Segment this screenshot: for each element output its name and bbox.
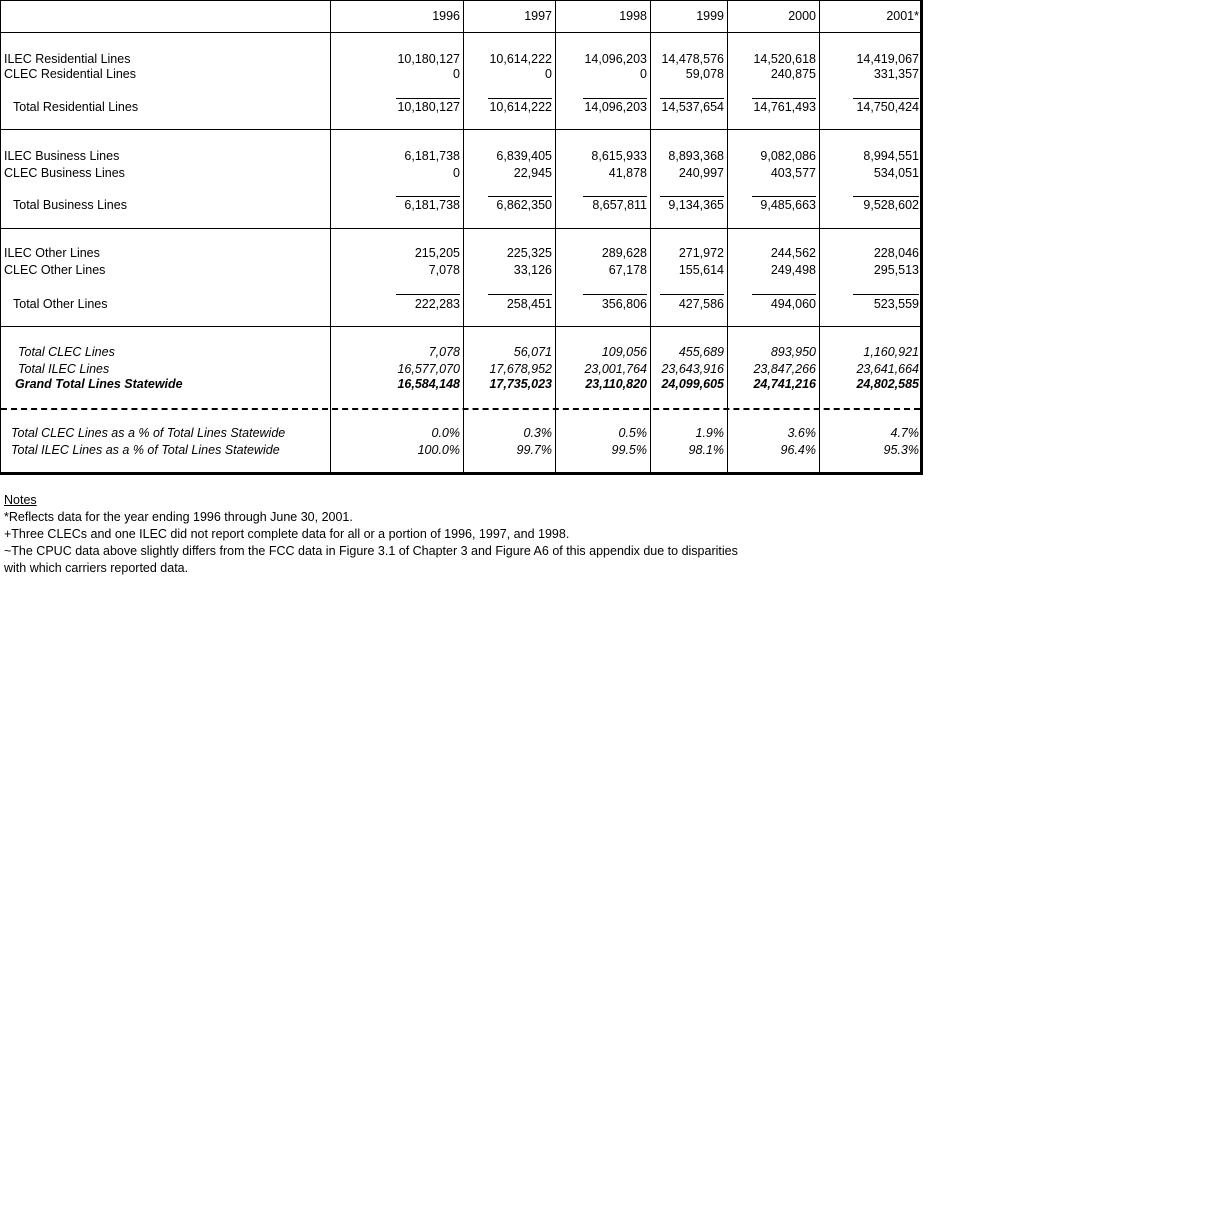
percent-value: 0.3% bbox=[523, 426, 552, 440]
percent-value: 99.7% bbox=[516, 443, 552, 457]
note-line: ~The CPUC data above slightly differs from the FCC data in Figure 3.1 of Chapter 3 and Figure A6 of this appendix due to disparities bbox=[4, 544, 738, 558]
value-cell: 6,839,405 bbox=[496, 149, 552, 163]
column-divider bbox=[330, 1, 331, 472]
summary-value: 23,643,916 bbox=[661, 362, 724, 376]
value-cell: 14,478,576 bbox=[661, 52, 724, 66]
summary-value: 24,099,605 bbox=[661, 377, 724, 391]
value-cell: 22,945 bbox=[513, 166, 552, 180]
total-value: 6,862,350 bbox=[496, 198, 552, 212]
value-cell: 225,325 bbox=[506, 246, 552, 260]
value-cell: 249,498 bbox=[770, 263, 816, 277]
summary-value: 16,584,148 bbox=[397, 377, 460, 391]
summary-label: Total ILEC Lines bbox=[18, 362, 110, 376]
summary-value: 17,735,023 bbox=[489, 377, 552, 391]
value-cell: 10,614,222 bbox=[489, 52, 552, 66]
notes bbox=[4, 492, 738, 577]
total-value: 14,096,203 bbox=[584, 100, 647, 114]
subtotal-rule bbox=[853, 294, 919, 295]
year-header: 1997 bbox=[524, 9, 552, 23]
total-label: Total Other Lines bbox=[13, 297, 108, 311]
year-header: 1998 bbox=[619, 9, 647, 23]
total-value: 9,528,602 bbox=[863, 198, 919, 212]
total-value: 8,657,811 bbox=[592, 198, 647, 212]
percent-label: Total ILEC Lines as a % of Total Lines Statewide bbox=[11, 443, 280, 457]
percent-value: 3.6% bbox=[787, 426, 816, 440]
value-cell: 0 bbox=[453, 67, 460, 81]
summary-value: 24,802,585 bbox=[856, 377, 919, 391]
summary-label: Total CLEC Lines bbox=[18, 345, 115, 359]
column-divider bbox=[727, 1, 728, 472]
value-cell: 14,520,618 bbox=[753, 52, 816, 66]
subtotal-rule bbox=[396, 98, 460, 99]
notes-heading: Notes bbox=[4, 493, 37, 507]
summary-value: 109,056 bbox=[601, 345, 647, 359]
column-divider bbox=[819, 1, 820, 472]
value-cell: 403,577 bbox=[770, 166, 816, 180]
year-header: 1999 bbox=[696, 9, 724, 23]
column-divider bbox=[463, 1, 464, 472]
value-cell: 8,893,368 bbox=[668, 149, 724, 163]
subtotal-rule bbox=[752, 196, 816, 197]
summary-value: 23,641,664 bbox=[856, 362, 919, 376]
percent-value: 0.0% bbox=[431, 426, 460, 440]
lines-table bbox=[0, 0, 923, 475]
row-label: ILEC Business Lines bbox=[4, 149, 120, 163]
value-cell: 8,994,551 bbox=[863, 149, 919, 163]
row-divider bbox=[1, 129, 920, 130]
note-line: *Reflects data for the year ending 1996 through June 30, 2001. bbox=[4, 510, 353, 524]
summary-value: 7,078 bbox=[428, 345, 460, 359]
subtotal-rule bbox=[488, 98, 552, 99]
total-value: 14,537,654 bbox=[661, 100, 724, 114]
percent-value: 99.5% bbox=[611, 443, 647, 457]
summary-value: 56,071 bbox=[513, 345, 552, 359]
value-cell: 59,078 bbox=[685, 67, 724, 81]
value-cell: 8,615,933 bbox=[591, 149, 647, 163]
row-label: CLEC Residential Lines bbox=[4, 67, 137, 81]
value-cell: 14,419,067 bbox=[856, 52, 919, 66]
value-cell: 7,078 bbox=[428, 263, 460, 277]
percent-value: 0.5% bbox=[618, 426, 647, 440]
value-cell: 10,180,127 bbox=[397, 52, 460, 66]
value-cell: 67,178 bbox=[608, 263, 647, 277]
subtotal-rule bbox=[752, 294, 816, 295]
subtotal-rule bbox=[853, 98, 919, 99]
value-cell: 41,878 bbox=[608, 166, 647, 180]
total-value: 10,180,127 bbox=[397, 100, 460, 114]
column-divider bbox=[555, 1, 556, 472]
total-label: Total Residential Lines bbox=[13, 100, 139, 114]
subtotal-rule bbox=[583, 98, 647, 99]
value-cell: 240,875 bbox=[770, 67, 816, 81]
row-label: ILEC Other Lines bbox=[4, 246, 100, 260]
summary-label: Grand Total Lines Statewide bbox=[15, 377, 183, 391]
value-cell: 0 bbox=[545, 67, 552, 81]
total-value: 6,181,738 bbox=[404, 198, 460, 212]
summary-value: 1,160,921 bbox=[863, 345, 919, 359]
summary-value: 16,577,070 bbox=[397, 362, 460, 376]
summary-value: 17,678,952 bbox=[489, 362, 552, 376]
total-value: 427,586 bbox=[678, 297, 724, 311]
row-label: CLEC Other Lines bbox=[4, 263, 106, 277]
row-divider bbox=[1, 228, 920, 229]
total-value: 10,614,222 bbox=[489, 100, 552, 114]
value-cell: 0 bbox=[640, 67, 647, 81]
row-label: ILEC Residential Lines bbox=[4, 52, 131, 66]
percent-value: 4.7% bbox=[890, 426, 919, 440]
value-cell: 215,205 bbox=[414, 246, 460, 260]
value-cell: 228,046 bbox=[873, 246, 919, 260]
column-divider bbox=[650, 1, 651, 472]
percent-value: 1.9% bbox=[695, 426, 724, 440]
total-value: 14,750,424 bbox=[856, 100, 919, 114]
total-value: 523,559 bbox=[873, 297, 919, 311]
row-label: CLEC Business Lines bbox=[4, 166, 125, 180]
value-cell: 331,357 bbox=[873, 67, 919, 81]
subtotal-rule bbox=[583, 196, 647, 197]
subtotal-rule bbox=[660, 98, 724, 99]
value-cell: 155,614 bbox=[678, 263, 724, 277]
subtotal-rule bbox=[488, 196, 552, 197]
percent-label: Total CLEC Lines as a % of Total Lines Statewide bbox=[11, 426, 286, 440]
row-divider bbox=[1, 326, 920, 327]
subtotal-rule bbox=[752, 98, 816, 99]
subtotal-rule bbox=[396, 294, 460, 295]
value-cell: 244,562 bbox=[770, 246, 816, 260]
summary-value: 23,847,266 bbox=[753, 362, 816, 376]
year-header: 2000 bbox=[788, 9, 816, 23]
year-header: 1996 bbox=[432, 9, 460, 23]
value-cell: 240,997 bbox=[678, 166, 724, 180]
total-value: 222,283 bbox=[414, 297, 460, 311]
summary-value: 23,110,820 bbox=[585, 377, 647, 391]
percent-value: 98.1% bbox=[688, 443, 724, 457]
subtotal-rule bbox=[660, 196, 724, 197]
subtotal-rule bbox=[583, 294, 647, 295]
total-value: 258,451 bbox=[506, 297, 552, 311]
summary-value: 893,950 bbox=[770, 345, 816, 359]
total-value: 14,761,493 bbox=[753, 100, 816, 114]
value-cell: 0 bbox=[453, 166, 460, 180]
value-cell: 9,082,086 bbox=[760, 149, 816, 163]
value-cell: 534,051 bbox=[873, 166, 919, 180]
total-value: 9,485,663 bbox=[760, 198, 816, 212]
percent-value: 96.4% bbox=[780, 443, 816, 457]
subtotal-rule bbox=[488, 294, 552, 295]
value-cell: 295,513 bbox=[873, 263, 919, 277]
value-cell: 271,972 bbox=[678, 246, 724, 260]
total-value: 356,806 bbox=[601, 297, 647, 311]
note-line: with which carriers reported data. bbox=[4, 561, 189, 575]
summary-value: 24,741,216 bbox=[753, 377, 816, 391]
value-cell: 14,096,203 bbox=[584, 52, 647, 66]
total-label: Total Business Lines bbox=[13, 198, 127, 212]
total-value: 9,134,365 bbox=[668, 198, 724, 212]
summary-value: 455,689 bbox=[678, 345, 724, 359]
note-line: +Three CLECs and one ILEC did not report complete data for all or a portion of 1996, 1997, and 1998. bbox=[4, 527, 570, 541]
percent-value: 100.0% bbox=[417, 443, 460, 457]
row-divider bbox=[1, 32, 920, 33]
total-value: 494,060 bbox=[770, 297, 816, 311]
percent-value: 95.3% bbox=[883, 443, 919, 457]
subtotal-rule bbox=[396, 196, 460, 197]
value-cell: 33,126 bbox=[513, 263, 552, 277]
summary-value: 23,001,764 bbox=[584, 362, 647, 376]
dashed-divider bbox=[1, 408, 920, 410]
subtotal-rule bbox=[853, 196, 919, 197]
value-cell: 6,181,738 bbox=[404, 149, 460, 163]
value-cell: 289,628 bbox=[601, 246, 647, 260]
year-header: 2001* bbox=[886, 9, 919, 23]
subtotal-rule bbox=[660, 294, 724, 295]
